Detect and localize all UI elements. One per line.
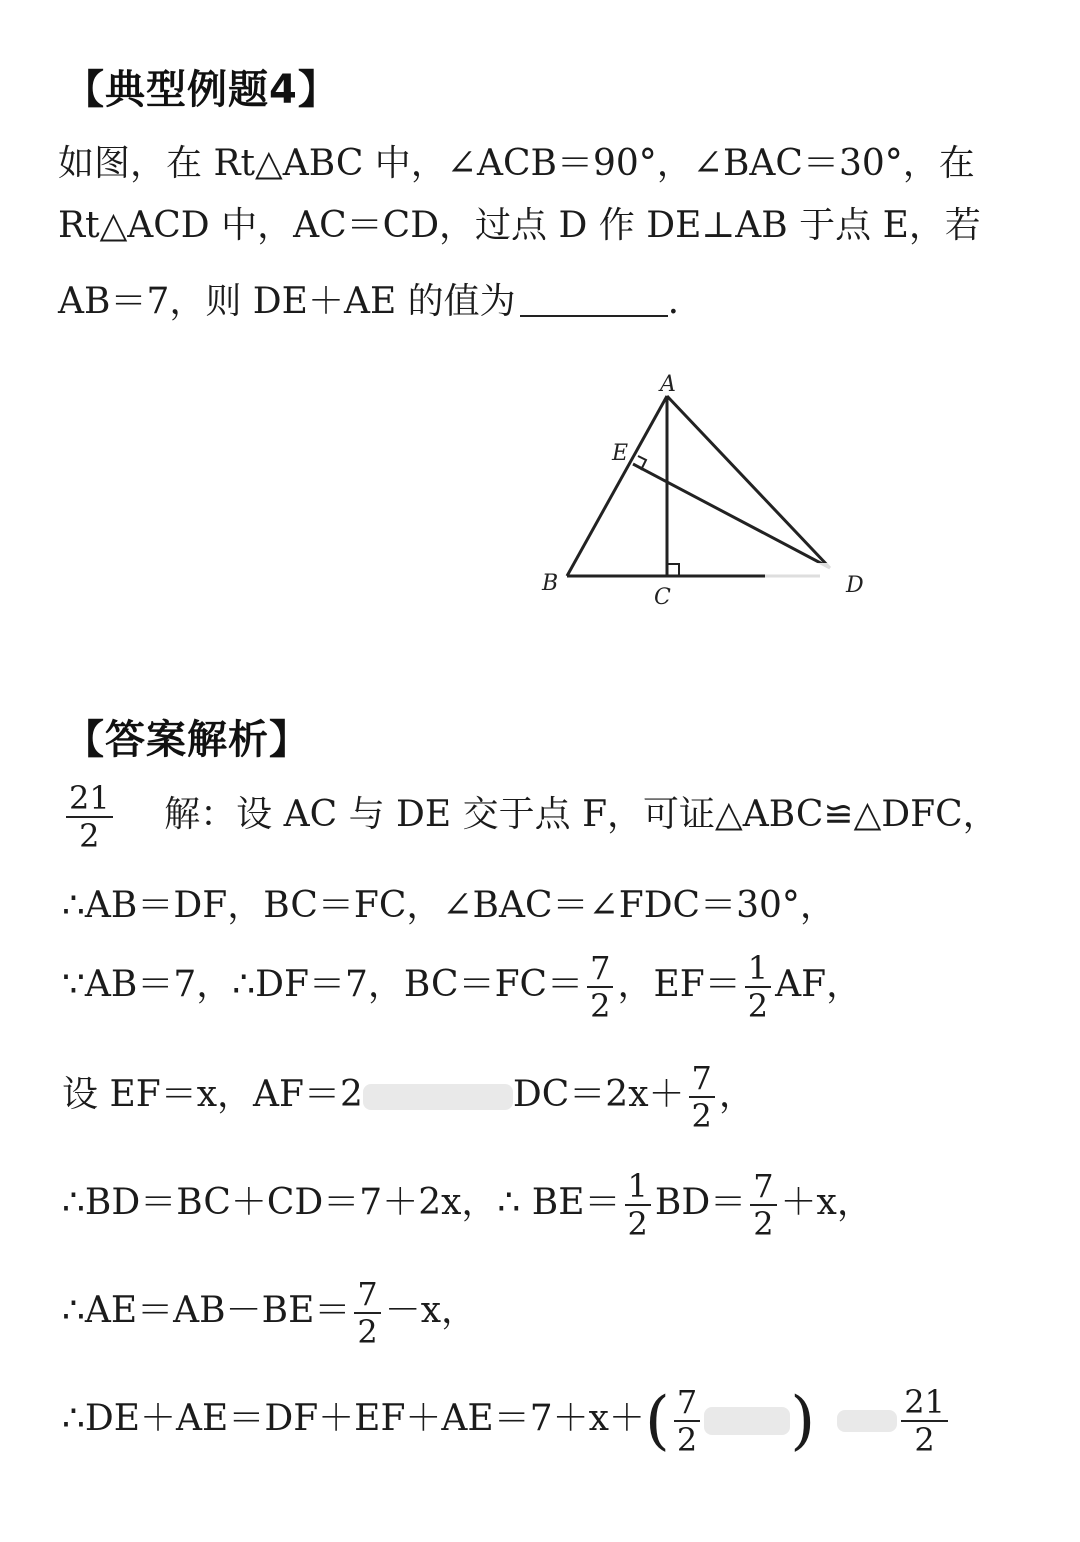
answer-line-5 xyxy=(62,1168,873,1242)
line-DE xyxy=(633,464,830,568)
problem-line-1: 如图，在 Rt△ABC 中，∠ACB＝90°，∠BAC＝30°，在 xyxy=(58,143,975,184)
answer-line-7-part-a: ∴DE＋AE＝DF＋EF＋AE＝7＋x＋ xyxy=(62,1398,645,1439)
answer-line-4-part-c: ， xyxy=(718,1074,755,1115)
answer-line-1-text: 解：设 AC 与 DE 交于点 F，可证△ABC≌△DFC， xyxy=(164,794,999,835)
blurred-text xyxy=(363,1084,513,1110)
label-E: E xyxy=(612,441,629,466)
period: . xyxy=(667,281,680,322)
fraction-7-2: $\frac{7}{2}$ xyxy=(587,950,613,1024)
fraction-7-2: $\frac{7}{2}$ xyxy=(674,1384,700,1458)
problem-line-3-text: AB＝7，则 DE＋AE 的值为 xyxy=(58,281,516,322)
answer-line-3 xyxy=(62,950,862,1024)
answer-line-3-part-b: ，EF＝ xyxy=(617,964,741,1005)
left-paren: ( xyxy=(644,1384,670,1458)
answer-line-4-part-a: 设 EF＝x，AF＝2 xyxy=(62,1074,363,1115)
answer-line-1 xyxy=(62,780,999,854)
result-fraction: $\frac{21}{2}$ xyxy=(66,780,113,854)
fraction-7-2: $\frac{7}{2}$ xyxy=(689,1060,715,1134)
blurred-text xyxy=(704,1407,790,1435)
answer-line-6-part-b: －x， xyxy=(384,1290,478,1331)
answer-line-6 xyxy=(62,1276,477,1350)
right-paren: ) xyxy=(790,1384,816,1458)
label-B: B xyxy=(542,571,559,596)
answer-blank xyxy=(520,285,668,317)
right-angle-C xyxy=(667,564,679,576)
fraction-7-2: $\frac{7}{2}$ xyxy=(354,1276,380,1350)
answer-line-5-part-a: ∴BD＝BC＋CD＝7＋2x，∴ BE＝ xyxy=(62,1182,621,1223)
problem-line-2: Rt△ACD 中，AC＝CD，过点 D 作 DE⊥AB 于点 E，若 xyxy=(58,205,981,246)
answer-line-2: ∴AB＝DF，BC＝FC，∠BAC＝∠FDC＝30°， xyxy=(62,885,836,926)
answer-line-3-part-a: ∵AB＝7，∴DF＝7，BC＝FC＝ xyxy=(62,964,584,1005)
answer-line-4-part-b: DC＝2x＋ xyxy=(512,1074,685,1115)
answer-line-6-part-a: ∴AE＝AB－BE＝ xyxy=(62,1290,351,1331)
answer-line-5-part-b: BD＝ xyxy=(654,1182,747,1223)
label-D: D xyxy=(846,573,864,598)
answer-line-3-part-c: AF， xyxy=(775,964,863,1005)
blurred-patch xyxy=(765,563,845,587)
triangle-figure xyxy=(520,360,900,620)
line-AB xyxy=(567,396,667,576)
fraction-1-2: $\frac{1}{2}$ xyxy=(745,950,771,1024)
answer-heading: 【答案解析】 xyxy=(64,717,310,763)
answer-line-4 xyxy=(62,1060,755,1134)
problem-line-3 xyxy=(58,282,679,322)
final-fraction: $\frac{21}{2}$ xyxy=(901,1384,948,1458)
example-heading: 【典型例题4】 xyxy=(64,67,339,113)
answer-line-7 xyxy=(62,1384,952,1458)
label-A: A xyxy=(660,372,676,397)
fraction-1-2: $\frac{1}{2}$ xyxy=(625,1168,651,1242)
line-AD xyxy=(667,396,830,568)
answer-line-5-part-c: ＋x， xyxy=(780,1182,873,1223)
fraction-7-2: $\frac{7}{2}$ xyxy=(750,1168,776,1242)
label-C: C xyxy=(654,585,671,610)
blurred-text xyxy=(837,1410,897,1432)
